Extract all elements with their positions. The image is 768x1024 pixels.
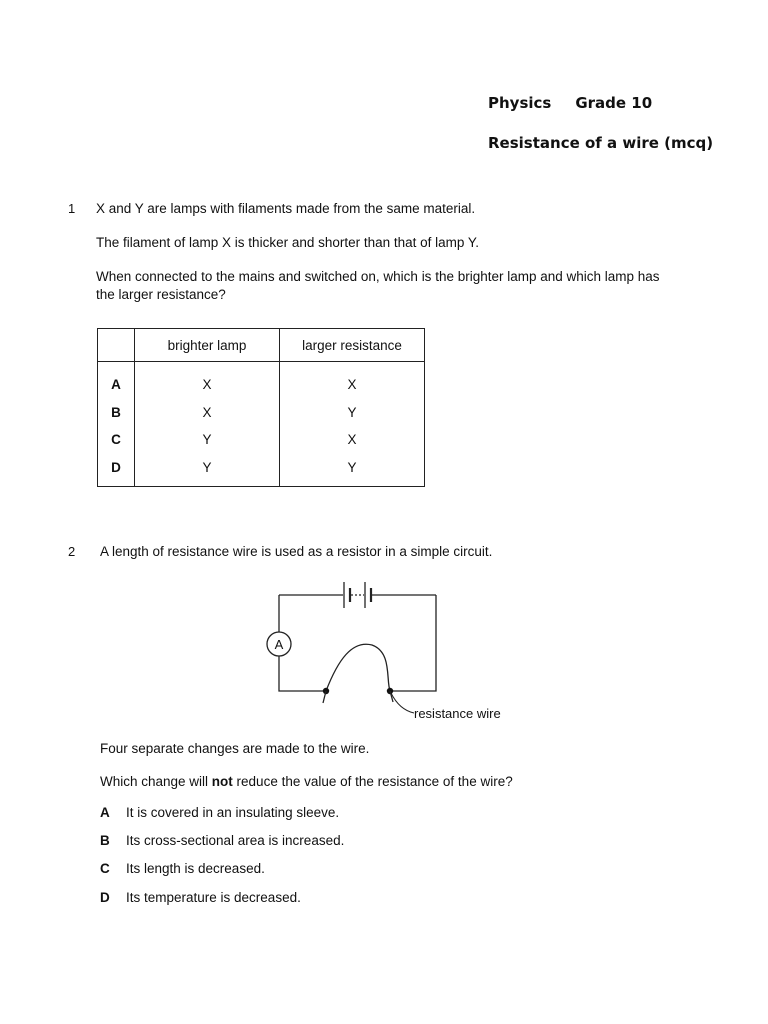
resistance-wire-label: resistance wire [414, 706, 501, 721]
subject-label: Physics [488, 94, 552, 112]
table-cell-larger: X [347, 377, 357, 392]
label-pointer-line [391, 693, 414, 713]
question-1-line-3a: When connected to the mains and switched on, which is the brighter lamp and which lamp has [96, 269, 660, 284]
circuit-wire-right [390, 595, 436, 691]
table-cell-brighter: Y [202, 459, 212, 475]
ammeter-label: A [274, 637, 284, 652]
option-text: Its length is decreased. [126, 861, 265, 876]
option-text: It is covered in an insulating sleeve. [126, 805, 340, 820]
table-row-option: C [111, 432, 121, 447]
option-letter: C [100, 861, 110, 876]
answer-option-b [100, 833, 344, 848]
question-1-line-2: The filament of lamp X is thicker and shorter than that of lamp Y. [96, 235, 479, 250]
question-1-line-3b: the larger resistance? [96, 287, 226, 302]
option-text: Its temperature is decreased. [126, 890, 301, 905]
table-row-option: A [111, 377, 121, 392]
question-2-prompt-pre: Which change will [100, 774, 212, 789]
table-cell-brighter: Y [202, 432, 212, 447]
table-row-option: D [111, 459, 121, 475]
option-letter: A [100, 805, 110, 820]
option-letter: D [100, 890, 110, 905]
question-2-line-1: A length of resistance wire is used as a resistor in a simple circuit. [100, 544, 493, 559]
question-2-prompt [100, 773, 513, 790]
circuit-wire-left-lower [279, 656, 326, 691]
question-1-line-1: X and Y are lamps with filaments made from the same material. [96, 201, 476, 216]
table-header-larger-resistance: larger resistance [280, 329, 425, 362]
question-1-number: 1 [68, 201, 76, 216]
table-header-brighter-lamp: brighter lamp [135, 329, 280, 362]
topic-title: Resistance of a wire (mcq) [488, 134, 714, 152]
question-2-number: 2 [68, 544, 76, 559]
question-2-line-2: Four separate changes are made to the wire. [100, 741, 370, 756]
table-cell-brighter: X [202, 404, 212, 420]
grade-label: Grade 10 [575, 94, 653, 112]
option-letter: B [100, 833, 110, 848]
option-text: Its cross-sectional area is increased. [126, 833, 345, 848]
table-cell-larger: X [347, 432, 357, 447]
question-2-prompt-emphasis: not [211, 774, 233, 789]
question-2-prompt-post: reduce the value of the resistance of the wire? [232, 774, 513, 789]
answer-option-c [100, 861, 265, 876]
table-cell-larger: Y [347, 404, 357, 420]
resistance-wire-curve [326, 644, 390, 691]
answer-option-a [100, 805, 339, 820]
table-cell-larger: Y [347, 459, 357, 475]
table-row-option: B [111, 404, 121, 420]
table-cell-brighter: X [202, 377, 212, 392]
answer-option-d [100, 890, 301, 905]
